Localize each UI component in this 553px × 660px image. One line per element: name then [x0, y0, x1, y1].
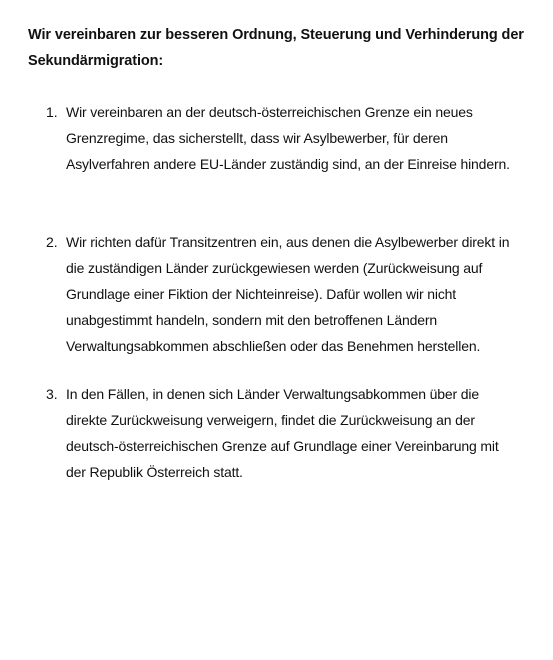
list-item-text: Wir richten dafür Transitzentren ein, aus denen die Asylbewerber direkt in die zuständigen Länder zurückgewiesen werden (Zurückweisung auf Grundlage einer Fiktion der Nichteinreise). Dafür wollen wir nicht unabgestimmt handeln, sondern mit den betroffenen Ländern Verwaltungsabkommen abschließen oder das Benehmen herstellen.	[66, 234, 510, 354]
list-item-number: 2.	[46, 234, 58, 250]
list-item-number: 1.	[46, 104, 58, 120]
list-item-text: In den Fällen, in denen sich Länder Verwaltungsabkommen über die direkte Zurückweisung verweigern, findet die Zurückweisung an der deutsch-österreichischen Grenze auf Grundlage einer Vereinbarung mit der Republik Österreich statt.	[66, 386, 499, 480]
list-item-number: 3.	[46, 386, 58, 402]
list-item-text: Wir vereinbaren an der deutsch-österreichischen Grenze ein neues Grenzregime, das sicherstellt, dass wir Asylbewerber, für deren Asylverfahren andere EU-Länder zuständig sind, an der Einreise hindern.	[66, 104, 510, 172]
document-heading: Wir vereinbaren zur besseren Ordnung, Steuerung und Verhinderung der Sekundärmigration:	[28, 27, 524, 69]
